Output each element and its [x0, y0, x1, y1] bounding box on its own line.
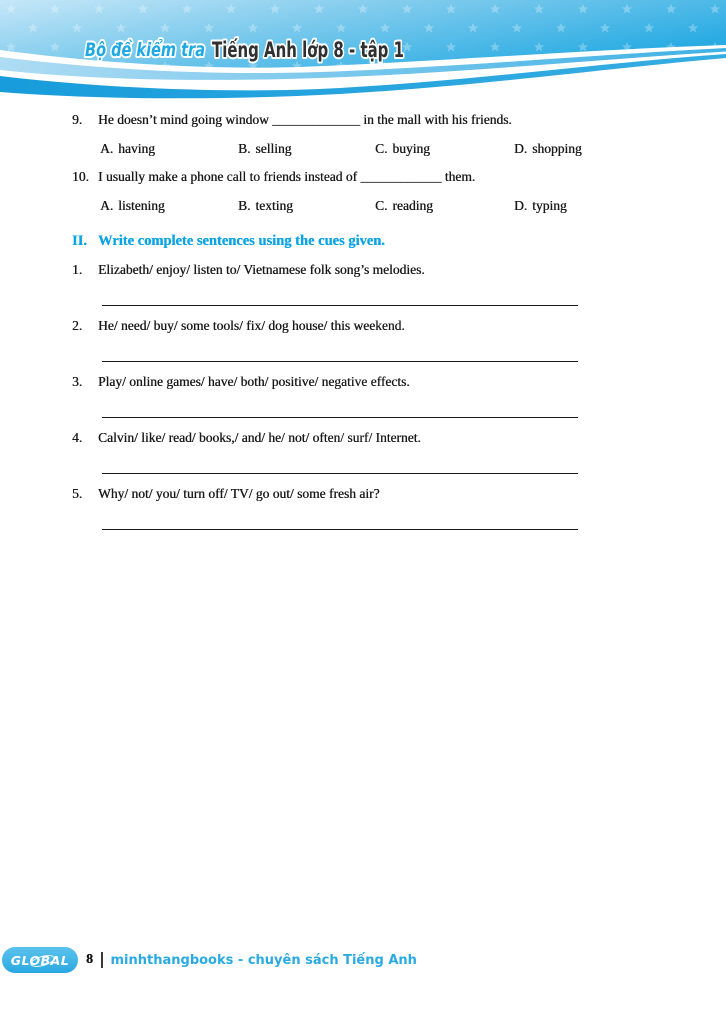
option-label: C.	[375, 198, 388, 213]
answer-line-1	[102, 305, 578, 306]
section-2-heading	[0, 232, 726, 250]
section-title: Write complete sentences using the cues given.	[98, 233, 385, 249]
series-label: Bộ đề kiểm tra	[85, 39, 242, 61]
option-text: typing	[532, 198, 567, 213]
cue-item-2	[0, 317, 726, 334]
option-c	[375, 140, 514, 157]
book-title: Tiếng Anh lớp 8 - tập 1	[212, 38, 404, 62]
question-9	[0, 111, 726, 128]
answer-line-4	[102, 473, 578, 474]
page-header	[0, 0, 726, 104]
option-b	[238, 197, 375, 214]
cue-item-3	[0, 373, 726, 390]
item-number: 3.	[72, 374, 83, 389]
option-label: A.	[100, 198, 114, 213]
global-logo-badge	[2, 947, 78, 973]
item-number: 4.	[72, 430, 83, 445]
cue-item-5	[0, 485, 726, 502]
question-number: 10.	[72, 169, 89, 184]
answer-line-2	[102, 361, 578, 362]
option-d	[514, 140, 726, 157]
option-b	[238, 140, 375, 157]
question-10	[0, 168, 726, 185]
item-number: 2.	[72, 318, 83, 333]
item-text: He/ need/ buy/ some tools/ fix/ dog house/ this weekend.	[98, 318, 405, 333]
option-a	[100, 140, 238, 157]
question-text: I usually make a phone call to friends instead of ____________ them.	[98, 169, 476, 184]
option-text: listening	[118, 198, 165, 213]
option-text: buying	[392, 141, 430, 156]
option-a	[100, 197, 238, 214]
item-text: Elizabeth/ enjoy/ listen to/ Vietnamese folk song’s melodies.	[98, 262, 425, 277]
exercise-content	[0, 104, 726, 530]
item-number: 5.	[72, 486, 83, 501]
question-text: He doesn’t mind going window _____________ in the mall with his friends.	[98, 112, 512, 127]
option-c	[375, 197, 514, 214]
option-text: shopping	[532, 141, 582, 156]
option-label: B.	[238, 141, 251, 156]
global-logo-text: GLOBAL	[10, 952, 70, 968]
item-number: 1.	[72, 262, 83, 277]
item-text: Play/ online games/ have/ both/ positive/ negative effects.	[98, 374, 410, 389]
option-label: B.	[238, 198, 251, 213]
header-wave-banner	[0, 0, 726, 104]
question-number: 9.	[72, 112, 83, 127]
option-text: having	[118, 141, 155, 156]
option-label: D.	[514, 198, 528, 213]
option-text: selling	[255, 141, 292, 156]
option-label: C.	[375, 141, 388, 156]
item-text: Why/ not/ you/ turn off/ TV/ go out/ some fresh air?	[98, 486, 380, 501]
option-text: texting	[255, 198, 293, 213]
page-footer	[0, 947, 726, 973]
section-number: II.	[72, 233, 87, 249]
question-9-options	[100, 140, 726, 157]
cue-item-1	[0, 261, 726, 278]
option-label: D.	[514, 141, 528, 156]
cue-item-4	[0, 429, 726, 446]
answer-line-5	[102, 529, 578, 530]
option-text: reading	[392, 198, 433, 213]
answer-line-3	[102, 417, 578, 418]
footer-divider	[101, 952, 103, 968]
page-number: 8	[86, 952, 93, 967]
item-text: Calvin/ like/ read/ books,/ and/ he/ not/ often/ surf/ Internet.	[98, 430, 421, 445]
publisher-text: minhthangbooks - chuyên sách Tiếng Anh	[110, 952, 417, 968]
question-10-options	[100, 197, 726, 214]
option-d	[514, 197, 726, 214]
option-label: A.	[100, 141, 114, 156]
